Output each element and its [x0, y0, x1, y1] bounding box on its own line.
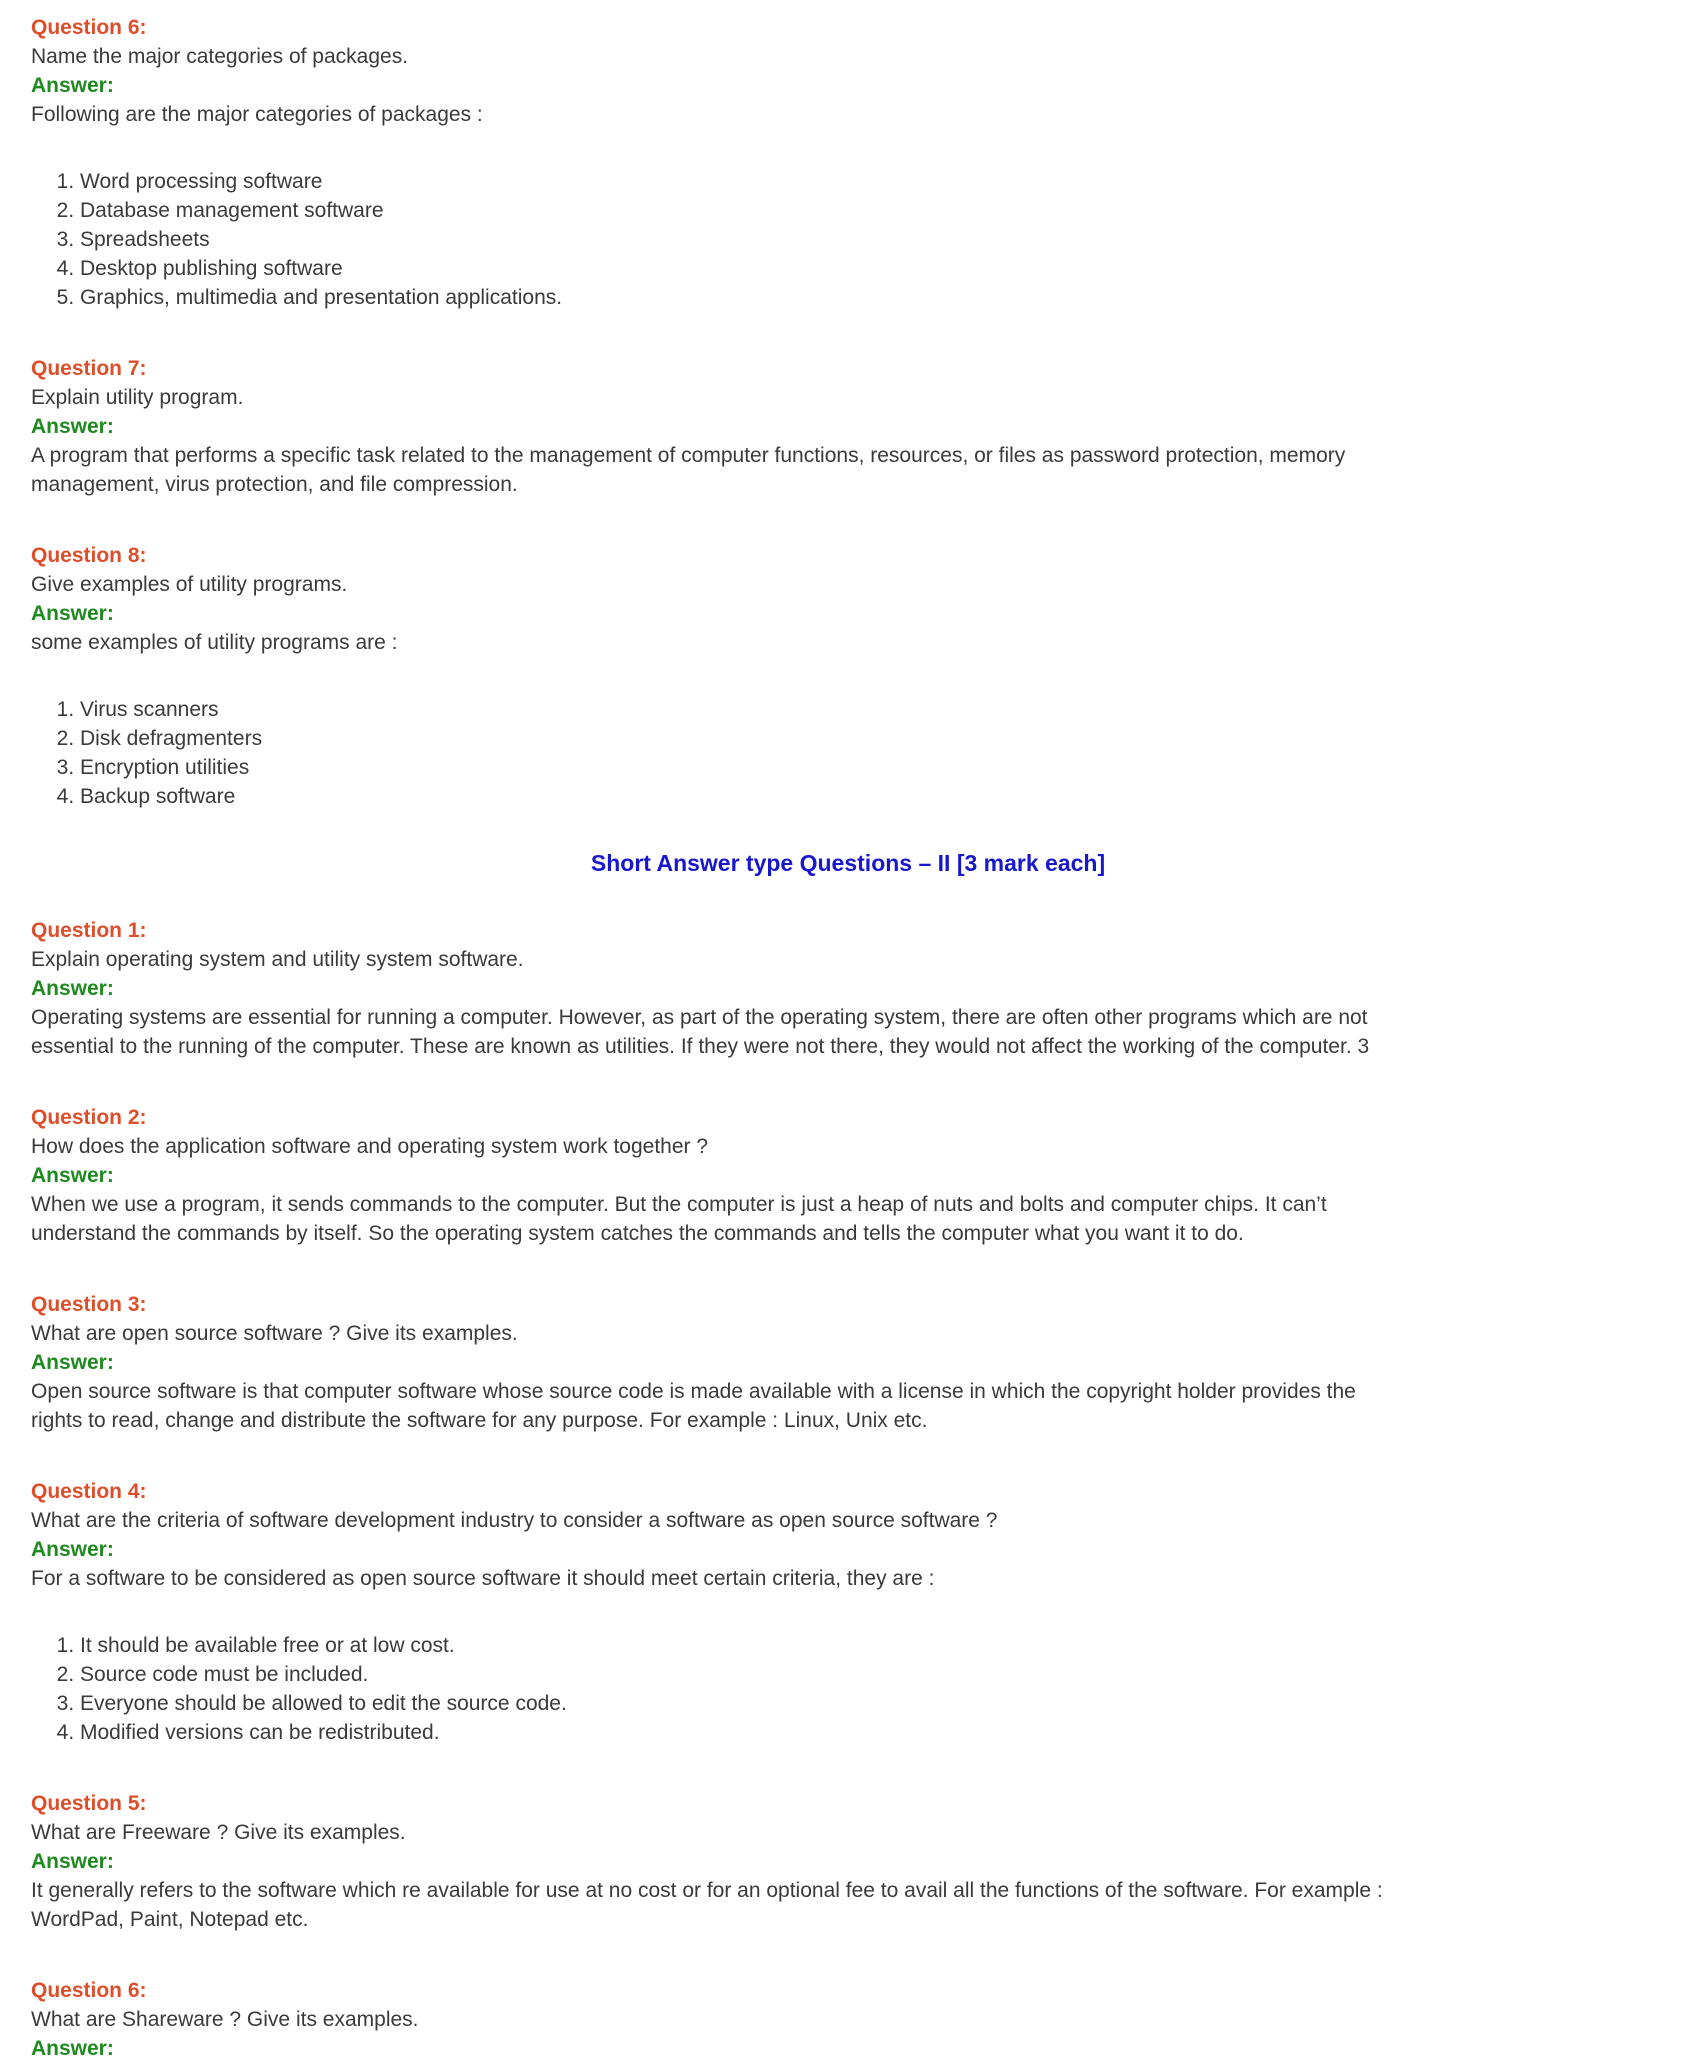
answer-label: Answer:	[31, 74, 114, 97]
question-label: Question 1:	[31, 919, 147, 942]
list-item: 2. Database management software	[80, 196, 1665, 225]
question-text: How does the application software and operating system work together ?	[31, 1135, 709, 1158]
answer-label: Answer:	[31, 602, 114, 625]
answer-line: It generally refers to the software which re available for use at no cost or for an optional fee to avail all the functions of the software. For example :	[31, 1879, 1383, 1902]
answer-line: Open source software is that computer software whose source code is made available with a license in which the copyright holder provides the	[31, 1380, 1356, 1403]
question-block-6	[31, 13, 1665, 312]
question-text: Give examples of utility programs.	[31, 573, 348, 596]
question-text: What are open source software ? Give its examples.	[31, 1322, 518, 1345]
answer-line: essential to the running of the computer. These are known as utilities. If they were not there, they would not affect the working of the computer. 3	[31, 1035, 1370, 1058]
list-item: 1. Word processing software	[80, 167, 1665, 196]
question-label: Question 6:	[31, 16, 147, 39]
question-text: Name the major categories of packages.	[31, 45, 409, 68]
answer-list	[31, 1631, 1665, 1747]
question-label: Question 4:	[31, 1480, 147, 1503]
question-label: Question 5:	[31, 1792, 147, 1815]
question-text: Explain operating system and utility system software.	[31, 948, 524, 971]
answer-label: Answer:	[31, 977, 114, 1000]
question-label: Question 6:	[31, 1979, 147, 2002]
list-item: 2. Disk defragmenters	[80, 724, 1665, 753]
question-label: Question 2:	[31, 1106, 147, 1129]
list-item: 4. Backup software	[80, 782, 1665, 811]
list-item: 4. Modified versions can be redistributed.	[80, 1718, 1665, 1747]
question-block-8	[31, 541, 1665, 811]
answer-label: Answer:	[31, 1351, 114, 1374]
answer-label: Answer:	[31, 415, 114, 438]
answer-line: A program that performs a specific task related to the management of computer functions, resources, or files as password protection, memory	[31, 444, 1346, 467]
question-label: Question 8:	[31, 544, 147, 567]
section-heading: Short Answer type Questions – II [3 mark each]	[590, 850, 1106, 876]
answer-line: When we use a program, it sends commands to the computer. But the computer is just a heap of nuts and bolts and computer chips. It can’t	[31, 1193, 1327, 1216]
question-block-s2-4	[31, 1477, 1665, 1747]
question-text: Explain utility program.	[31, 386, 244, 409]
question-label: Question 7:	[31, 357, 147, 380]
question-block-s2-3	[31, 1290, 1665, 1435]
answer-line: rights to read, change and distribute the software for any purpose. For example : Linux, Unix etc.	[31, 1409, 928, 1432]
answer-label: Answer:	[31, 1164, 114, 1187]
list-item: 1. It should be available free or at low cost.	[80, 1631, 1665, 1660]
answer-label: Answer:	[31, 1538, 114, 1561]
list-item: 3. Encryption utilities	[80, 753, 1665, 782]
list-item: 1. Virus scanners	[80, 695, 1665, 724]
answer-list	[31, 695, 1665, 811]
question-block-s2-2	[31, 1103, 1665, 1248]
answer-line: understand the commands by itself. So the operating system catches the commands and tells the computer what you want it to do.	[31, 1222, 1244, 1245]
question-label: Question 3:	[31, 1293, 147, 1316]
question-text: What are Freeware ? Give its examples.	[31, 1821, 406, 1844]
question-block-s2-5	[31, 1789, 1665, 1934]
question-text: What are the criteria of software development industry to consider a software as open source software ?	[31, 1509, 998, 1532]
answer-line: management, virus protection, and file compression.	[31, 473, 518, 496]
list-item: 4. Desktop publishing software	[80, 254, 1665, 283]
answer-line: Operating systems are essential for running a computer. However, as part of the operating system, there are often other programs which are not	[31, 1006, 1368, 1029]
list-item: 3. Everyone should be allowed to edit the source code.	[80, 1689, 1665, 1718]
list-item: 3. Spreadsheets	[80, 225, 1665, 254]
answer-label: Answer:	[31, 2037, 114, 2060]
answer-intro: For a software to be considered as open source software it should meet certain criteria, they are :	[31, 1567, 935, 1590]
question-block-s2-1	[31, 916, 1665, 1061]
answer-intro: some examples of utility programs are :	[31, 631, 398, 654]
answer-line: WordPad, Paint, Notepad etc.	[31, 1908, 309, 1931]
question-block-s2-6	[31, 1976, 1665, 2063]
answer-intro: Following are the major categories of packages :	[31, 103, 483, 126]
answer-label: Answer:	[31, 1850, 114, 1873]
list-item: 2. Source code must be included.	[80, 1660, 1665, 1689]
list-item: 5. Graphics, multimedia and presentation applications.	[80, 283, 1665, 312]
question-block-7	[31, 354, 1665, 499]
question-text: What are Shareware ? Give its examples.	[31, 2008, 419, 2031]
answer-list	[31, 167, 1665, 312]
